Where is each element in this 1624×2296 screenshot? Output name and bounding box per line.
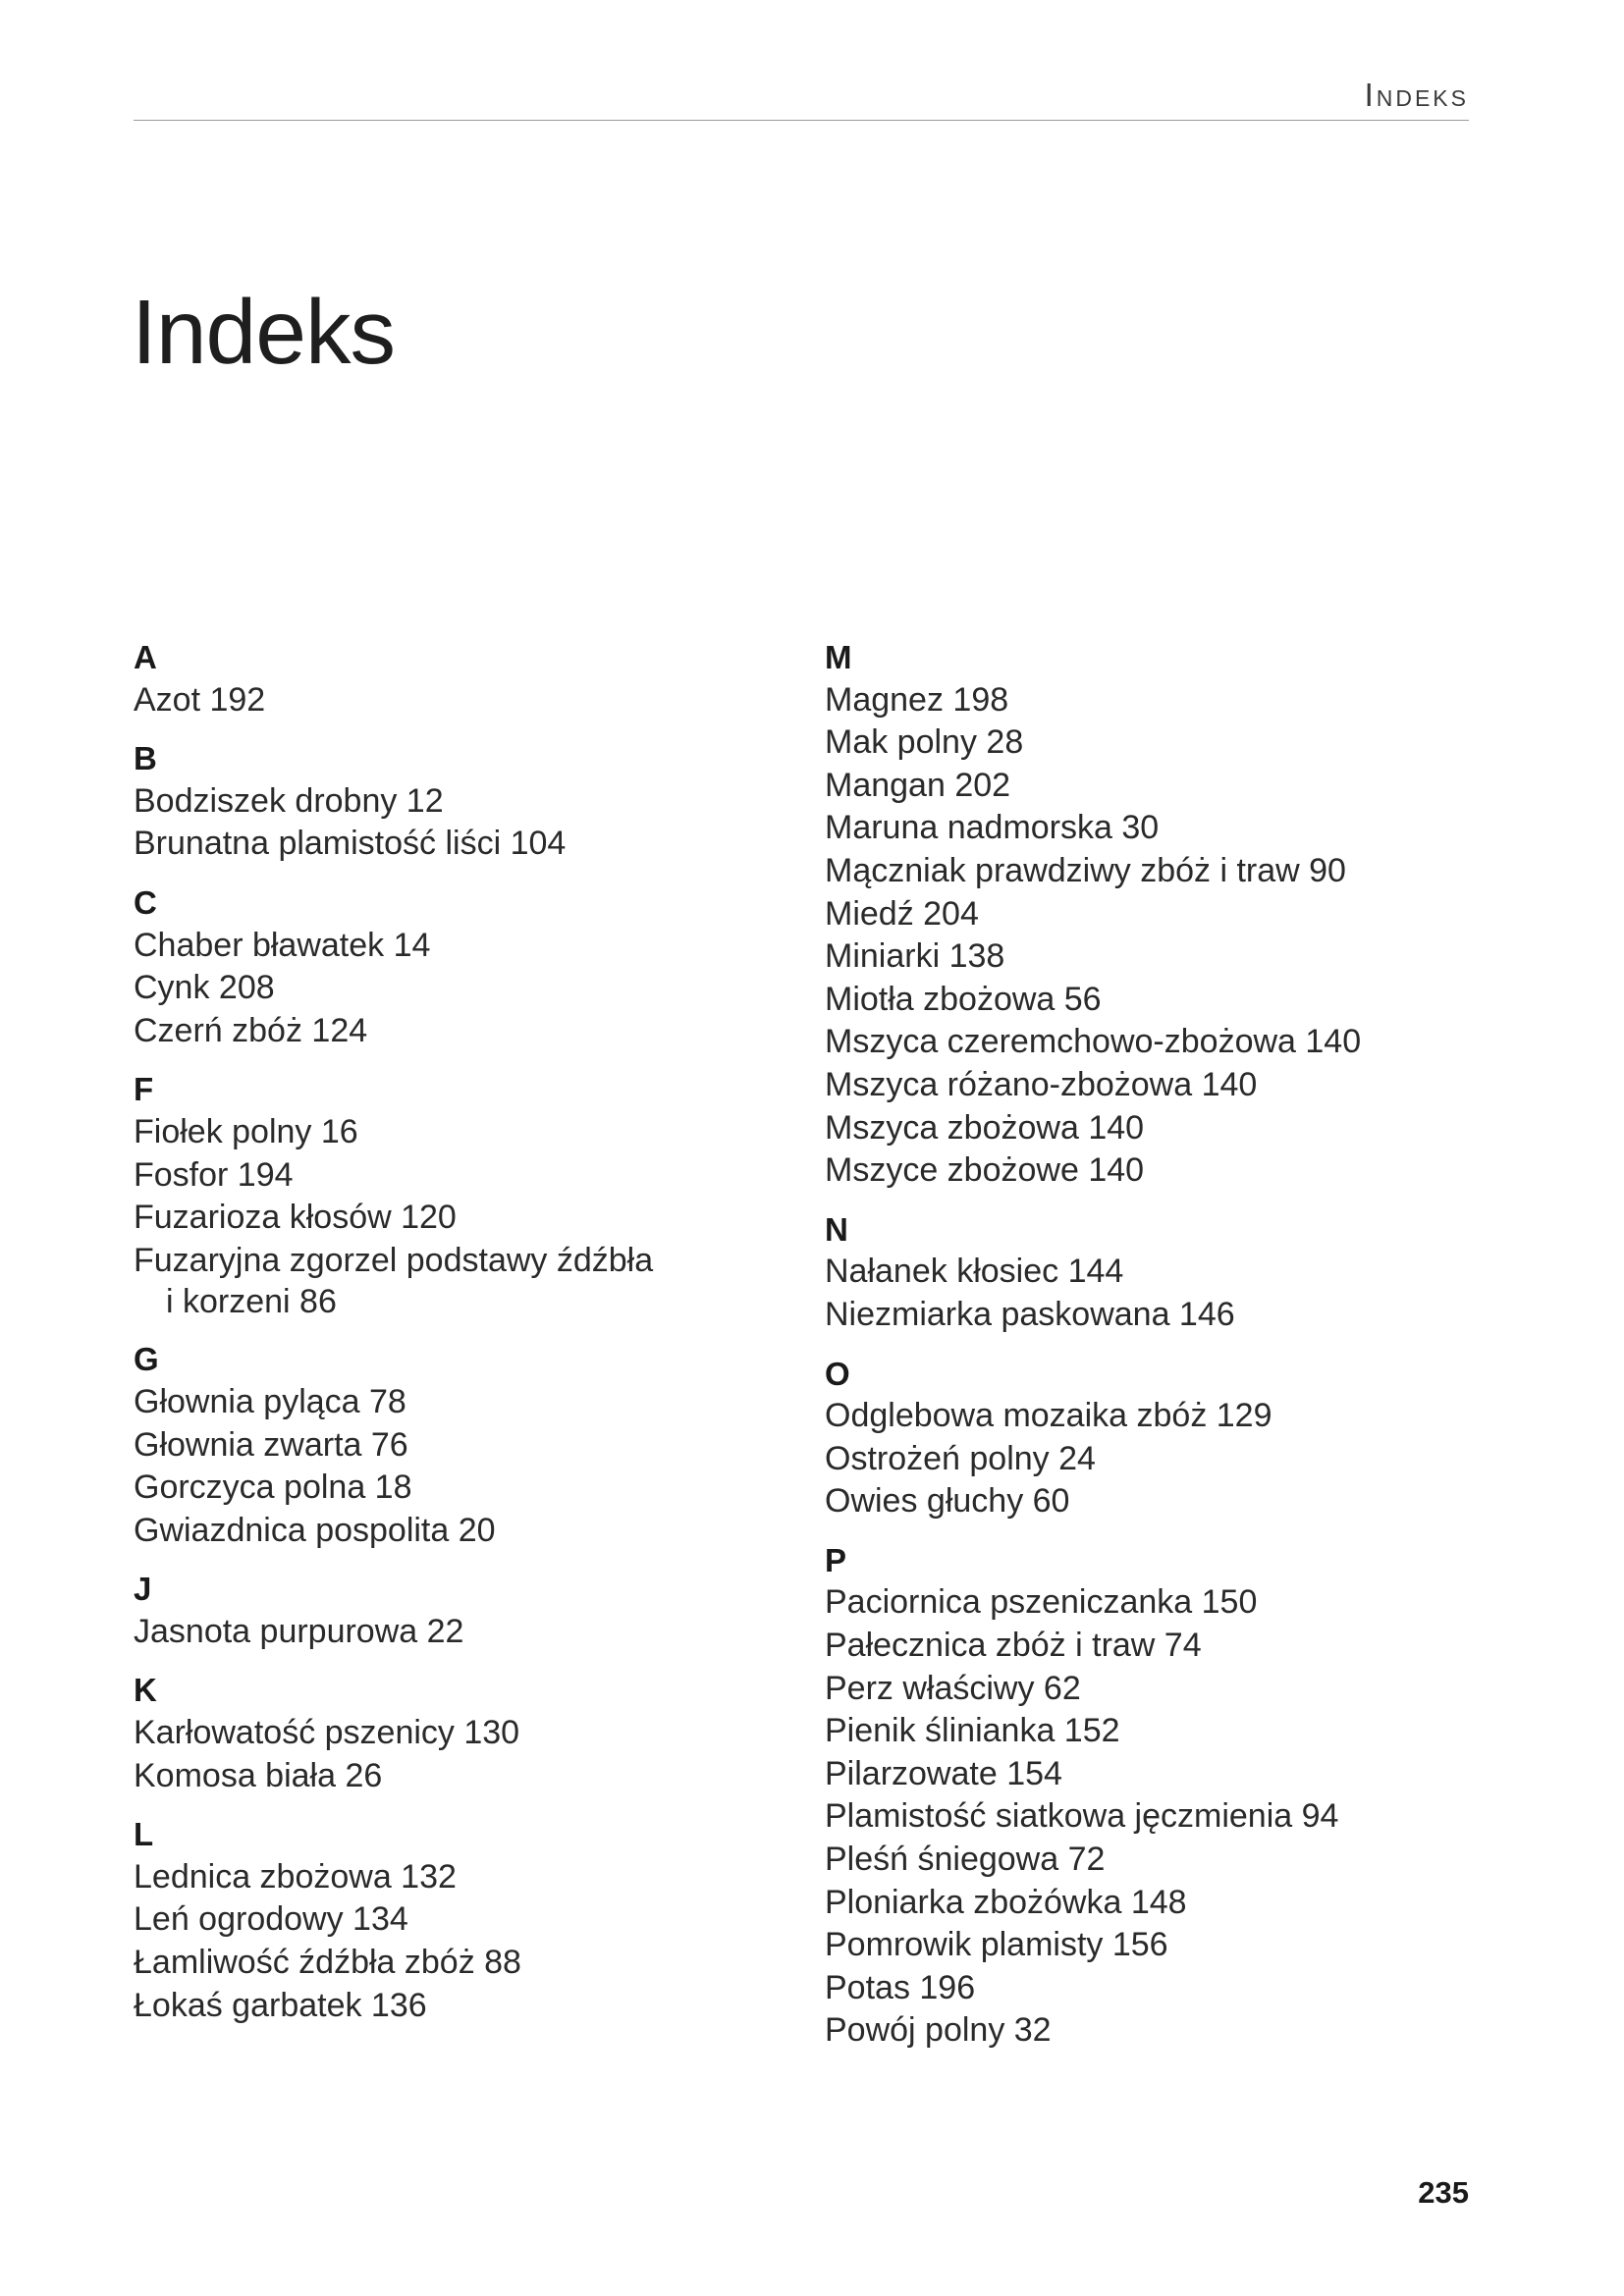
index-entry: Pienik ślinianka 152: [825, 1712, 1120, 1750]
letter-group: [825, 636, 1453, 1193]
index-entry: Bodziszek drobny 12: [134, 781, 444, 820]
index-entry: Perz właściwy 62: [825, 1669, 1081, 1707]
page-title: Indeks: [132, 281, 396, 383]
index-entry: Głownia pyląca 78: [134, 1382, 406, 1420]
group-letter: O: [825, 1355, 850, 1392]
letter-group: [134, 1338, 762, 1552]
index-entry: Miotła zbożowa 56: [825, 980, 1102, 1018]
letter-group: [134, 636, 762, 721]
running-head-text: Indeks: [1364, 77, 1469, 113]
letter-group: [134, 1669, 762, 1797]
index-entry: Miniarki 138: [825, 937, 1005, 976]
index-entry: Brunatna plamistość liści 104: [134, 825, 567, 863]
index-entry: Gwiazdnica pospolita 20: [134, 1511, 496, 1549]
group-letter: K: [134, 1672, 157, 1709]
index-entry: Plamistość siatkowa jęczmienia 94: [825, 1797, 1339, 1836]
index-entry: Pałecznica zbóż i traw 74: [825, 1627, 1202, 1665]
index-entry: Nałanek kłosiec 144: [825, 1253, 1124, 1291]
index-entry: Maruna nadmorska 30: [825, 809, 1160, 847]
index-entry: Powój polny 32: [825, 2011, 1052, 2050]
group-letter: B: [134, 740, 157, 777]
index-entry: Czerń zbóż 124: [134, 1011, 368, 1049]
index-entry: Głownia zwarta 76: [134, 1425, 408, 1464]
index-entry: Ploniarka zbożówka 148: [825, 1883, 1187, 1921]
letter-group: [825, 1539, 1453, 2053]
index-entry: Azot 192: [134, 680, 266, 719]
index-entry: Pilarzowate 154: [825, 1754, 1062, 1792]
letter-group: [825, 1353, 1453, 1523]
index-column-right: [825, 636, 1453, 2068]
index-entry: Fuzaryjna zgorzel podstawy źdźbła: [134, 1241, 654, 1279]
index-entry: Fiołek polny 16: [134, 1112, 358, 1150]
index-entry: Mszyca różano-zbożowa 140: [825, 1065, 1258, 1103]
index-entry: Mszyca czeremchowo-zbożowa 140: [825, 1023, 1362, 1061]
index-entry: Mączniak prawdziwy zbóż i traw 90: [825, 851, 1346, 889]
index-entry: Magnez 198: [825, 680, 1009, 719]
letter-group: [134, 881, 762, 1052]
index-entry: Owies głuchy 60: [825, 1482, 1070, 1521]
group-letter: M: [825, 639, 852, 675]
index-entry: Fuzarioza kłosów 120: [134, 1199, 457, 1237]
index-entry: Niezmiarka paskowana 146: [825, 1295, 1235, 1333]
index-entry: Mak polny 28: [825, 723, 1024, 762]
group-letter: N: [825, 1210, 848, 1248]
letter-group: [825, 1208, 1453, 1337]
group-letter: J: [134, 1571, 152, 1608]
running-head: [134, 73, 1469, 121]
index-entry: Mszyca zbożowa 140: [825, 1108, 1145, 1147]
index-entry: Fosfor 194: [134, 1155, 294, 1194]
index-entry: Mangan 202: [825, 766, 1011, 804]
index-entry: Cynk 208: [134, 969, 275, 1007]
group-letter: G: [134, 1341, 159, 1378]
letter-group: [134, 1068, 762, 1322]
page-number: 235: [1418, 2175, 1469, 2210]
index-entry: Łokaś garbatek 136: [134, 1986, 427, 2024]
index-entry: Pleśń śniegowa 72: [825, 1841, 1106, 1879]
index-entry: Lednica zbożowa 132: [134, 1857, 457, 1896]
group-letter: F: [134, 1071, 154, 1108]
index-entry: Jasnota purpurowa 22: [134, 1612, 464, 1650]
index-entry: Karłowatość pszenicy 130: [134, 1714, 520, 1752]
group-letter: P: [825, 1541, 847, 1578]
index-entry-continuation: i korzeni 86: [166, 1283, 337, 1321]
index-entry: Gorczyca polna 18: [134, 1468, 412, 1507]
index-entry: Potas 196: [825, 1968, 976, 2006]
index-entry: Łamliwość źdźbła zbóż 88: [134, 1944, 521, 1982]
index-entry: Odglebowa mozaika zbóż 129: [825, 1397, 1272, 1435]
index-entry: Komosa biała 26: [134, 1756, 383, 1794]
index-entry: Paciornica pszeniczanka 150: [825, 1583, 1258, 1622]
index-entry: Mszyce zbożowe 140: [825, 1151, 1145, 1190]
letter-group: [134, 1568, 762, 1653]
group-letter: L: [134, 1816, 154, 1853]
letter-group: [134, 1813, 762, 2027]
index-column-left: [134, 636, 762, 2043]
index-entry: Pomrowik plamisty 156: [825, 1926, 1168, 1964]
group-letter: C: [134, 883, 157, 921]
group-letter: A: [134, 639, 157, 675]
index-entry: Leń ogrodowy 134: [134, 1900, 408, 1939]
index-entry: Chaber bławatek 14: [134, 926, 431, 964]
letter-group: [134, 737, 762, 866]
index-entry: Miedź 204: [825, 894, 979, 933]
index-entry: Ostrożeń polny 24: [825, 1439, 1096, 1477]
